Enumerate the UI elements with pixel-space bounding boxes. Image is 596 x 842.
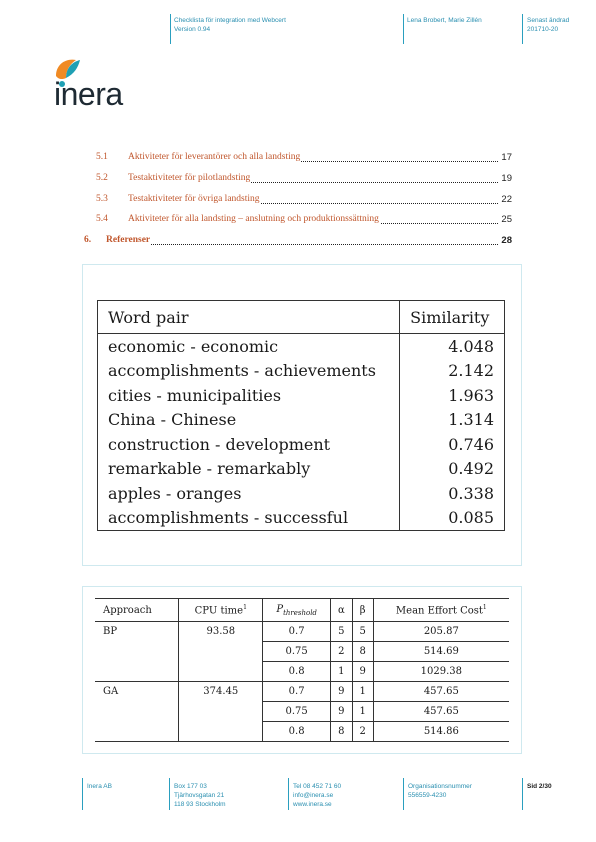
alpha-cell: 9 [331, 702, 353, 722]
threshold-cell: 0.75 [263, 702, 331, 722]
table-row [98, 359, 505, 384]
footer-divider [288, 778, 289, 810]
header-changed-label: Senast ändrad [527, 17, 570, 24]
toc-number: 5.2 [96, 173, 108, 183]
column-header-threshold [263, 599, 331, 622]
cpu-footnote-mark: 1 [243, 603, 247, 611]
threshold-cell: 0.7 [263, 622, 331, 642]
similarity-cell: 1.314 [400, 408, 505, 433]
footer-website[interactable]: www.inera.se [293, 801, 332, 808]
footer-organisation [408, 782, 472, 800]
cpu-cell: 93.58 [179, 622, 263, 682]
toc-item[interactable] [84, 194, 512, 208]
header-divider [522, 14, 523, 44]
beta-cell: 1 [352, 702, 373, 722]
footer-address-line: 118 93 Stockholm [174, 801, 226, 808]
beta-cell: 5 [352, 622, 373, 642]
beta-cell: 1 [352, 682, 373, 702]
column-header-alpha: α [331, 599, 353, 622]
footer-contact [293, 782, 341, 809]
cost-cell: 514.69 [373, 642, 509, 662]
similarity-cell: 0.085 [400, 506, 505, 531]
cost-cell: 205.87 [373, 622, 509, 642]
table-row [95, 682, 509, 702]
threshold-cell: 0.75 [263, 642, 331, 662]
cpu-header-text: CPU time [194, 605, 244, 617]
toc-title: Aktiviteter för alla landsting – anslutning och produktionssättning [128, 214, 379, 224]
approach-cell: BP [95, 622, 179, 682]
header-document-info [174, 16, 286, 34]
footer-divider [522, 778, 523, 810]
similarity-cell: 0.746 [400, 432, 505, 457]
cost-cell: 1029.38 [373, 662, 509, 682]
toc-page: 19 [501, 173, 512, 184]
alpha-cell: 8 [331, 722, 353, 742]
beta-cell: 2 [352, 722, 373, 742]
cost-cell: 457.65 [373, 682, 509, 702]
toc-page: 22 [501, 194, 512, 205]
alpha-cell: 9 [331, 682, 353, 702]
column-header-cpu [179, 599, 263, 622]
word-pair-cell: accomplishments - achievements [108, 361, 376, 381]
logo-text: inera [54, 76, 123, 112]
footer-address-line: Tjärhovsgatan 21 [174, 792, 225, 799]
header-authors: Lena Brobert, Marie Zillén [407, 17, 482, 24]
footer-email[interactable]: info@inera.se [293, 792, 334, 799]
table-row [98, 432, 505, 457]
toc-number: 5.4 [96, 214, 108, 224]
toc-item[interactable] [84, 152, 512, 166]
table-header-row [95, 599, 509, 622]
word-pair-cell: remarkable - remarkably [108, 459, 311, 479]
header-divider [403, 14, 404, 44]
word-pair-cell: construction - development [108, 434, 331, 454]
similarity-cell: 4.048 [400, 334, 505, 359]
cost-cell: 514.86 [373, 722, 509, 742]
table-row [98, 481, 505, 506]
footer-divider [169, 778, 170, 810]
toc-page: 17 [501, 152, 512, 163]
threshold-cell: 0.8 [263, 722, 331, 742]
table-row [98, 383, 505, 408]
footer-org-label: Organisationsnummer [408, 783, 472, 790]
threshold-symbol: P [276, 603, 284, 615]
column-header-cost [373, 599, 509, 622]
footer-company: Inera AB [87, 783, 112, 790]
column-header-beta: β [352, 599, 373, 622]
toc-number: 6. [84, 235, 92, 245]
similarity-cell: 1.963 [400, 383, 505, 408]
header-changed-date: 201710-20 [527, 26, 559, 33]
header-divider [170, 14, 171, 44]
cost-footnote-mark: 1 [482, 603, 487, 611]
cpu-cell: 374.45 [179, 682, 263, 742]
table-header-row [98, 301, 505, 334]
column-header: Word pair [98, 301, 400, 334]
footer-divider [403, 778, 404, 810]
word-pair-cell: accomplishments - successful [108, 508, 349, 528]
similarity-cell: 0.338 [400, 481, 505, 506]
toc-title: Testaktiviteter för övriga landsting [128, 194, 260, 204]
header-doc-title: Checklista för integration med Webcert [174, 17, 286, 24]
threshold-cell: 0.7 [263, 682, 331, 702]
toc-leader [106, 244, 498, 245]
column-header-approach: Approach [95, 599, 179, 622]
toc-number: 5.3 [96, 194, 108, 204]
footer-page-number: Sid 2/30 [527, 783, 552, 790]
toc-item[interactable] [84, 214, 512, 228]
table-row [95, 622, 509, 642]
table-row [98, 334, 505, 359]
word-pair-cell: cities - municipalities [108, 385, 282, 405]
alpha-cell: 5 [331, 622, 353, 642]
threshold-subscript: threshold [283, 608, 317, 617]
threshold-cell: 0.8 [263, 662, 331, 682]
effort-table [95, 598, 509, 742]
footer-address [174, 782, 226, 809]
beta-cell: 8 [352, 642, 373, 662]
header-version: Version 0.94 [174, 26, 211, 33]
footer-phone: Tel 08 452 71 60 [293, 783, 342, 790]
toc-title: Aktiviteter för leverantörer och alla landsting [128, 152, 301, 162]
footer-divider [82, 778, 83, 810]
toc-page: 28 [501, 235, 512, 246]
word-pair-cell: apples - oranges [108, 483, 242, 503]
similarity-cell: 2.142 [400, 359, 505, 384]
table-row [98, 457, 505, 482]
toc-page: 25 [501, 214, 512, 225]
similarity-cell: 0.492 [400, 457, 505, 482]
column-header: Similarity [400, 301, 505, 334]
footer-address-line: Box 177 03 [174, 783, 207, 790]
toc-item[interactable] [84, 173, 512, 187]
toc-title: Testaktiviteter för pilotlandsting [128, 173, 251, 183]
toc-number: 5.1 [96, 152, 108, 162]
word-pair-cell: China - Chinese [108, 410, 237, 430]
similarity-table [97, 300, 505, 531]
footer-org-number: 556559-4230 [408, 792, 447, 799]
cost-header-text: Mean Effort Cost [395, 605, 483, 617]
toc-item[interactable] [84, 235, 512, 249]
table-row [98, 408, 505, 433]
word-pair-cell: economic - economic [108, 336, 279, 356]
alpha-cell: 1 [331, 662, 353, 682]
toc-title: Referenser [106, 235, 151, 245]
beta-cell: 9 [352, 662, 373, 682]
alpha-cell: 2 [331, 642, 353, 662]
header-changed [527, 16, 569, 34]
cost-cell: 457.65 [373, 702, 509, 722]
approach-cell: GA [103, 686, 119, 697]
table-row [98, 506, 505, 531]
